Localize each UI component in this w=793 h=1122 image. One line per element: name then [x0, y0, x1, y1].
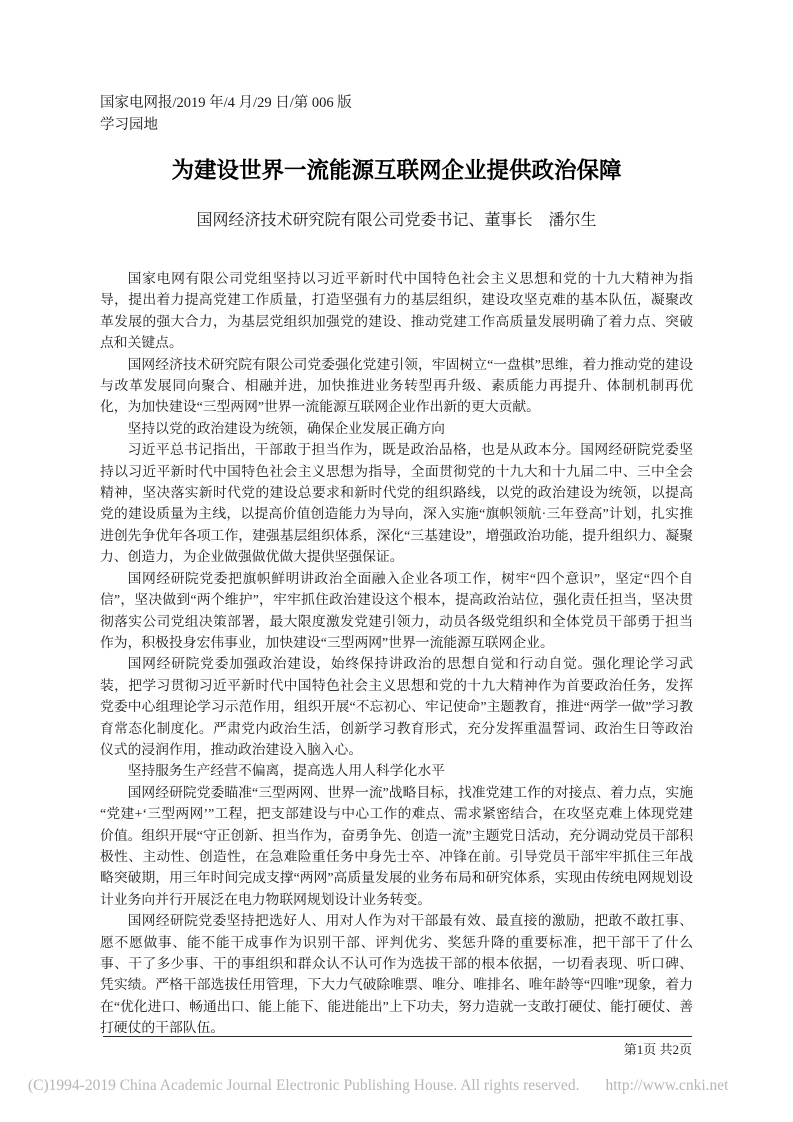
paragraph: 国网经济技术研究院有限公司党委强化党建引领，牢固树立“一盘棋”思维，着力推动党的建设与改革发展同向聚合、相融并进，加快推进业务转型再升级、素质能力再提升、体制机制再优化，为加快建设“三型两网”世界一流能源互联网企业作出新的更大贡献。	[100, 356, 693, 415]
page-footer	[103, 1036, 692, 1058]
cnki-url-link[interactable]: http://www.cnki.net	[605, 1077, 729, 1094]
paragraph: 国网经研院党委瞄准“三型两网、世界一流”战略目标，找准党建工作的对接点、着力点，实施“党建+‘三型两网’”工程，把支部建设与中心工作的难点、需求紧密结合，在攻坚克难上体现党建价值。组织开展“守正创新、担当作为，奋勇争先、创造一流”主题党日活动，充分调动党员干部积极性、主动性、创造性，在急难险重任务中身先士卒、冲锋在前。引导党员干部牢牢抓住三年战略突破期，用三年时间完成支撑“两网”高质量发展的业务布局和研究体系，实现由传统电网规划设计业务向并行开展泛在电力物联网规划设计业务转变。	[100, 784, 693, 907]
article-title: 为建设世界一流能源互联网企业提供政治保障	[171, 158, 622, 183]
copyright-text: (C)1994-2019 China Academic Journal Electronic Publishing House. All rights reserved.	[28, 1077, 580, 1094]
section-subheading: 坚持服务生产经营不偏离，提高选人用人科学化水平	[127, 763, 445, 779]
paragraph: 国网经研院党委加强政治建设，始终保持讲政治的思想自觉和行动自觉。强化理论学习武装，把学习贯彻习近平新时代中国特色社会主义思想和党的十九大精神作为首要政治任务，发挥党委中心组理论学习示范作用，组织开展“不忘初心、牢记使命”主题教育，推进“两学一做”学习教育常态化制度化。严肃党内政治生活，创新学习教育形式，充分发挥重温誓词、政治生日等政治仪式的浸润作用，推动政治建设入脑入心。	[100, 656, 693, 757]
copyright-line	[28, 1076, 768, 1096]
source-publication-line: 国家电网报/2019 年/4 月/29 日/第 006 版	[100, 95, 352, 111]
paragraph: 国家电网有限公司党组坚持以习近平新时代中国特色社会主义思想和党的十九大精神为指导，提出着力提高党建工作质量，打造坚强有力的基层组织，建设攻坚克难的基本队伍，凝聚改革发展的强大合力，为基层党组织加强党的建设、推动党建工作高质量发展明确了着力点、突破点和关键点。	[100, 271, 693, 351]
section-subheading: 坚持以党的政治建设为统领，确保企业发展正确方向	[127, 420, 445, 436]
article-body	[100, 268, 693, 1039]
page-number-indicator: 第1页 共2页	[623, 1042, 692, 1057]
column-name: 学习园地	[100, 117, 158, 133]
footer-divider	[103, 1036, 692, 1037]
article-byline: 国网经济技术研究院有限公司党委书记、董事长 潘尔生	[196, 212, 597, 229]
paragraph: 国网经研院党委把旗帜鲜明讲政治全面融入企业各项工作，树牢“四个意识”，坚定“四个自信”，坚决做到“两个维护”，牢牢抓住政治建设这个根本，提高政治站位，强化责任担当，坚决贯彻落实公司党组决策部署，最大限度激发党建引领力，动员各级党组织和全体党员干部勇于担当作为，积极投身宏伟事业，加快建设“三型两网”世界一流能源互联网企业。	[100, 570, 693, 650]
paragraph: 习近平总书记指出，干部敢于担当作为，既是政治品格，也是从政本分。国网经研院党委坚持以习近平新时代中国特色社会主义思想为指导，全面贯彻党的十九大和十九届二中、三中全会精神，坚决落实新时代党的建设总要求和新时代党的组织路线，以党的政治建设为统领，以提高党的建设质量为主线，以提高价值创造能力为导向，深入实施“旗帜领航·三年登高”计划，扎实推进创先争优年各项工作，建强基层组织体系，深化“三基建设”，增强政治功能，提升组织力、凝聚力、创造力，为企业做强做优做大提供坚强保证。	[100, 442, 693, 565]
document-page	[100, 92, 693, 1039]
paragraph: 国网经研院党委坚持把选好人、用对人作为对干部最有效、最直接的激励，把敢不敢扛事、愿不愿做事、能不能干成事作为识别干部、评判优劣、奖惩升降的重要标准，把干部干了什么事、干了多少事、干的事组织和群众认不认可作为选拔干部的根本依据，一切看表现、听口碑、凭实绩。严格干部选拔任用管理，下大力气破除唯票、唯分、唯排名、唯年龄等“四唯”现象，着力在“优化进口、畅通出口、能上能下、能进能出”上下功夫，努力造就一支敢打硬仗、能打硬仗、善打硬仗的干部队伍。	[100, 913, 693, 1036]
